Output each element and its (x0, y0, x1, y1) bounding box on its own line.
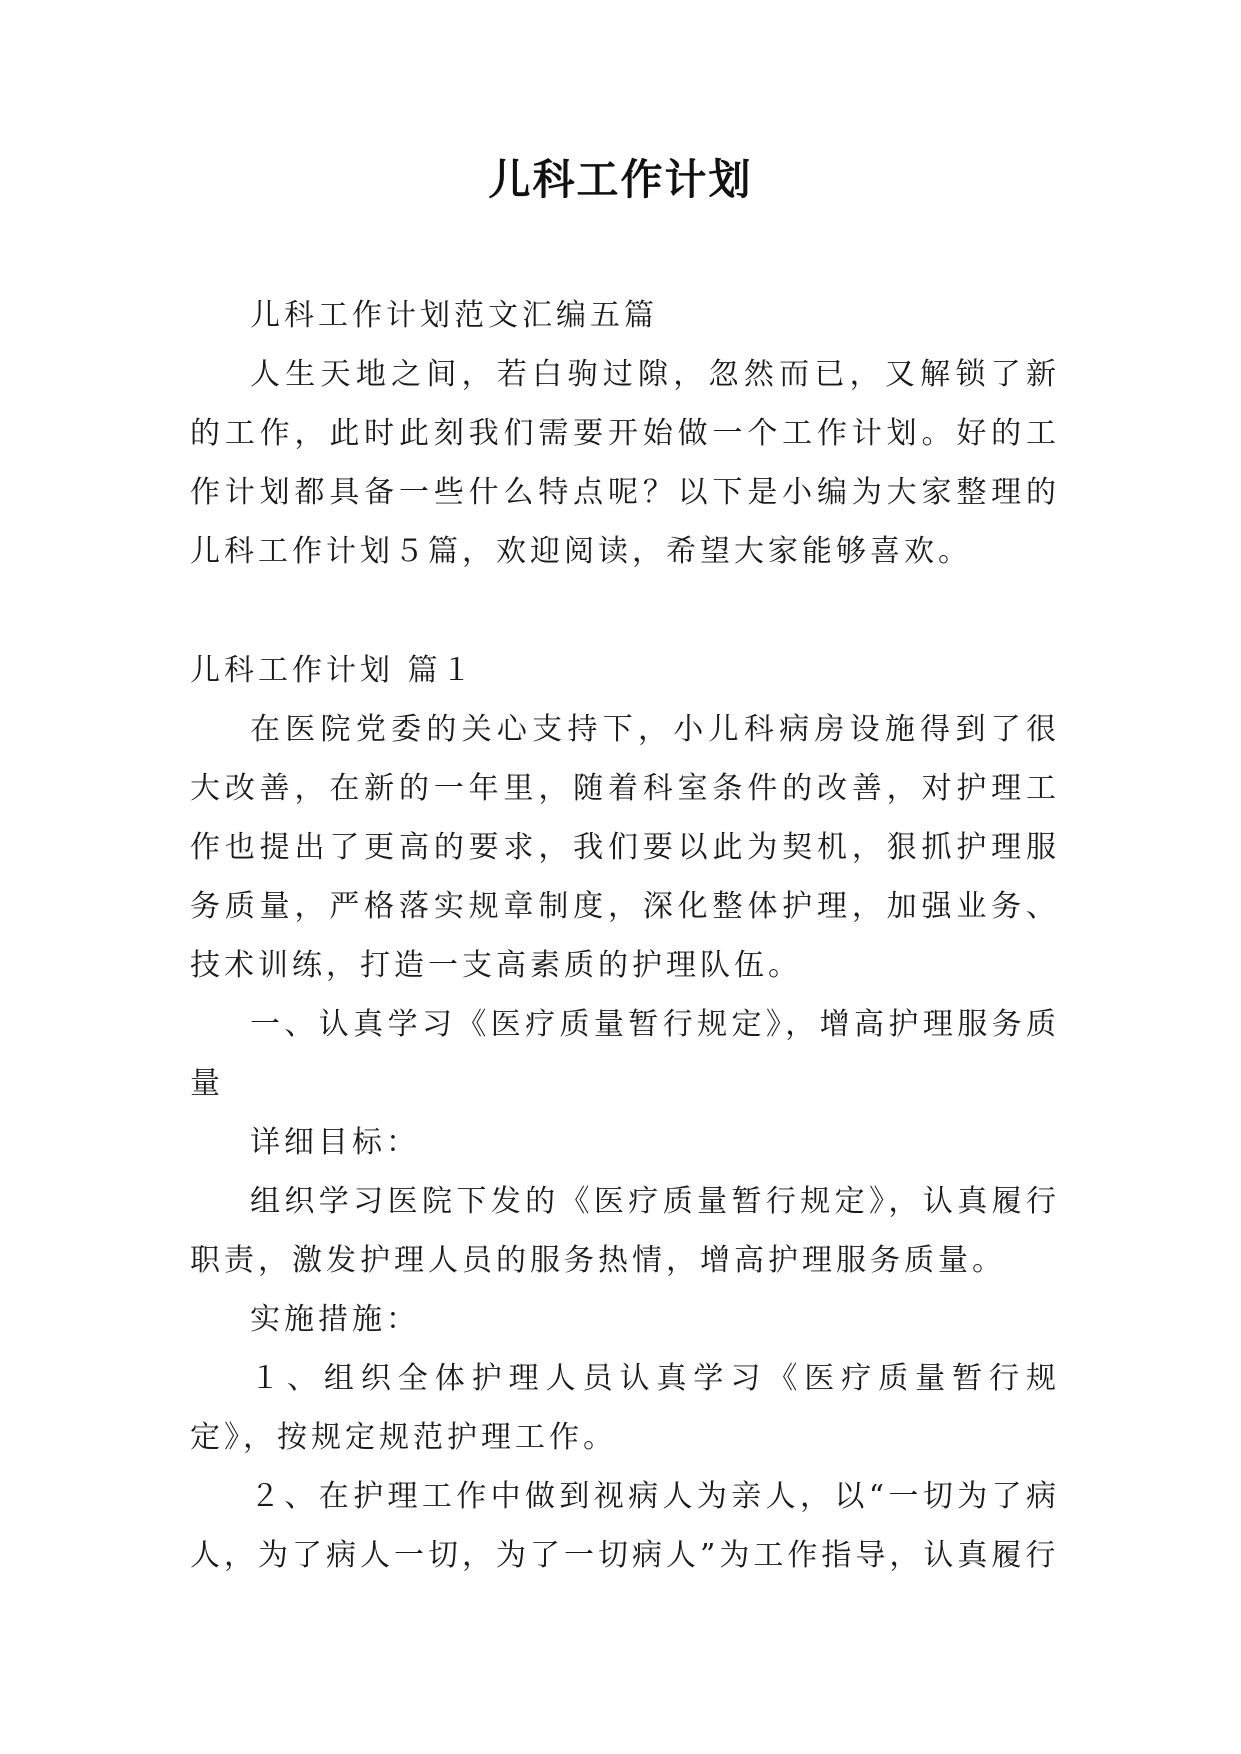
subtitle-paragraph: 儿科工作计划范文汇编五篇 (250, 298, 658, 333)
document-body (190, 286, 1060, 1585)
section-heading: 儿科工作计划 篇１ (190, 653, 476, 688)
body-paragraph: 组织学习医院下发的《医疗质量暂行规定》，认真履行职责，激发护理人员的服务热情，增高护理服务质量。 (190, 1184, 1060, 1278)
list-item: ２、在护理工作中做到视病人为亲人，以“一切为了病人，为了病人一切，为了一切病人”为工作指导，认真履行 (190, 1479, 1060, 1573)
numbered-heading: 一、认真学习《医疗质量暂行规定》，增高护理服务质量 (190, 1007, 1060, 1101)
document-title: 儿科工作计划 (488, 155, 753, 204)
intro-paragraph: 人生天地之间，若白驹过隙，忽然而已，又解锁了新的工作，此时此刻我们需要开始做一个工作计划。好的工作计划都具备一些什么特点呢？以下是小编为大家整理的儿科工作计划５篇，欢迎阅读，希望大家能够喜欢。 (190, 357, 1060, 569)
list-item: １、组织全体护理人员认真学习《医疗质量暂行规定》，按规定规范护理工作。 (190, 1361, 1060, 1455)
body-paragraph: 在医院党委的关心支持下，小儿科病房设施得到了很大改善，在新的一年里，随着科室条件的改善，对护理工作也提出了更高的要求，我们要以此为契机，狠抓护理服务质量，严格落实规章制度，深化整体护理，加强业务、技术训练，打造一支高素质的护理队伍。 (190, 712, 1060, 983)
body-paragraph: 详细目标： (250, 1125, 420, 1160)
body-paragraph: 实施措施： (250, 1302, 420, 1337)
